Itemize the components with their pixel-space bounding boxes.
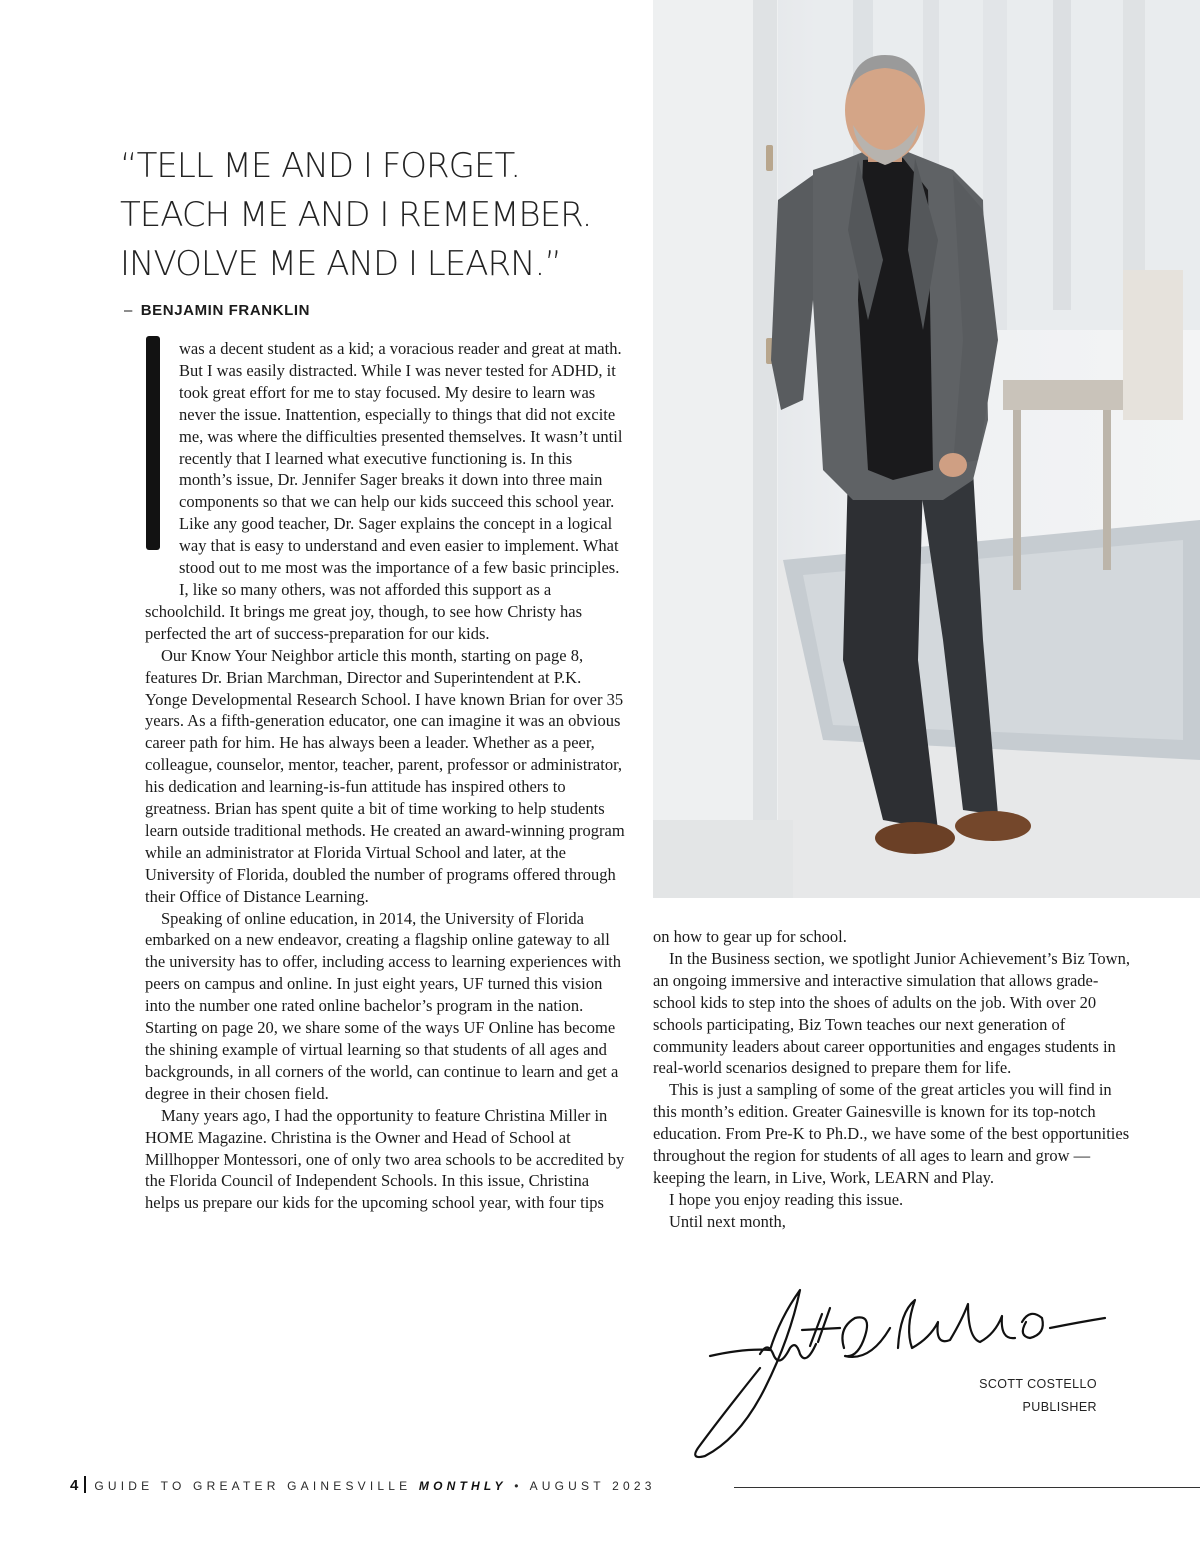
footer-rule (734, 1487, 1200, 1488)
footer-divider (84, 1476, 86, 1493)
publication-name: GUIDE TO GREATER GAINESVILLE (94, 1479, 412, 1493)
article-paragraph-6: In the Business section, we spotlight Junior Achievement’s Biz Town, an ongoing immersive and interactive simulation that allows grade-school kids to step into the shoes of adults on the job. With over 20 schools participating, Biz Town teaches our next generation of community leaders about career opportunities and engages students in real-world scenarios designed to prepare them for life. (653, 948, 1130, 1078)
issue-date: AUGUST 2023 (529, 1479, 656, 1493)
quote-line-1: “TELL ME AND I FORGET. (120, 146, 521, 186)
article-paragraph-4: Many years ago, I had the opportunity to feature Christina Miller in HOME Magazine. Christina is the Owner and Head of School at Millhopper Montessori, one of only two area schools to be accredited by the Florida Council of Independent Schools. In this issue, Christina helps us prepare our kids for the upcoming school year, with four tips (145, 1105, 625, 1213)
article-paragraph-9: Until next month, (669, 1211, 786, 1231)
article-paragraph-8: I hope you enjoy reading this issue. (669, 1189, 904, 1209)
page-number: 4 (70, 1477, 79, 1494)
footer-separator: • (514, 1479, 523, 1493)
article-paragraph-3: Speaking of online education, in 2014, the University of Florida embarked on a new endeavor, creating a flagship online gateway to all the university has to offer, including access to learning experiences with peers on campus and online. In just eight years, UF turned this vision into the number one rated online bachelor’s program in the nation. Starting on page 20, we share some of the ways UF Online has become the shining example of virtual learning so that students of all ages and backgrounds, in all corners of the world, can continue to learn and get a degree in their chosen field. (145, 908, 622, 1103)
publication-monthly: MONTHLY (418, 1479, 507, 1493)
article-paragraph-1: was a decent student as a kid; a voracious reader and great at math. But I was easily distracted. While I was never tested for ADHD, it took great effort for me to stay focused. My desire to learn was never the issue. Inattention, especially to things that did not excite me, was where the difficulties presented themselves. It wasn’t until recently that I learned what executive functioning is. In this month’s issue, Dr. Jennifer Sager breaks it down into three main components so that we can help our kids succeed this school year. Like any good teacher, Dr. Sager explains the concept in a logical way that is easy to understand and even easier to implement. What stood out to me most was the importance of a few basic principles. I, like so many others, was not afforded this support as a schoolchild. It brings me great joy, though, to see how Christy has perfected the art of success-preparation for our kids. (145, 339, 623, 643)
quote-author: BENJAMIN FRANKLIN (140, 302, 311, 319)
quote-line-2: TEACH ME AND I REMEMBER. (120, 195, 592, 235)
publisher-photo-illustration (653, 0, 1200, 898)
publisher-photo (653, 0, 1200, 898)
article-column-right (653, 926, 1133, 1233)
drop-cap-space (145, 338, 179, 579)
article-paragraph-7: This is just a sampling of some of the great articles you will find in this month’s edition. Greater Gainesville is known for its top-notch education. From Pre-K to Ph.D., we have some of the best opportunities throughout the region for students of all ages to learn and grow — keeping the learn, in Live, Work, LEARN and Play. (653, 1080, 1130, 1187)
article-column-left (145, 338, 625, 1214)
signoff (979, 1373, 1097, 1419)
article-paragraph-2: Our Know Your Neighbor article this month, starting on page 8, features Dr. Brian Marchman, Director and Superintendent at P.K. Yonge Developmental Research School. I have known Brian for over 35 years. As a fifth-generation educator, one can imagine it was an obvious career path for him. He has always been a leader. Whether as a peer, colleague, counselor, mentor, teacher, parent, professor or administrator, his dedication and learning-is-fun attitude has inspired others to greatness. Brian has spent quite a bit of time working to help students learn outside traditional methods. He created an award-winning program while an administrator at Florida Virtual School and later, at the University of Florida, doubled the number of programs offered through their Office of Distance Learning. (145, 645, 625, 906)
article-paragraph-5: on how to gear up for school. (653, 927, 847, 946)
page-footer (70, 1476, 1200, 1500)
publisher-title: PUBLISHER (1022, 1400, 1097, 1414)
quote-attribution (124, 302, 310, 319)
pull-quote (120, 142, 640, 289)
attribution-dash: – (124, 302, 133, 319)
publisher-name: SCOTT COSTELLO (979, 1377, 1097, 1391)
quote-line-3: INVOLVE ME AND I LEARN.” (120, 244, 561, 284)
